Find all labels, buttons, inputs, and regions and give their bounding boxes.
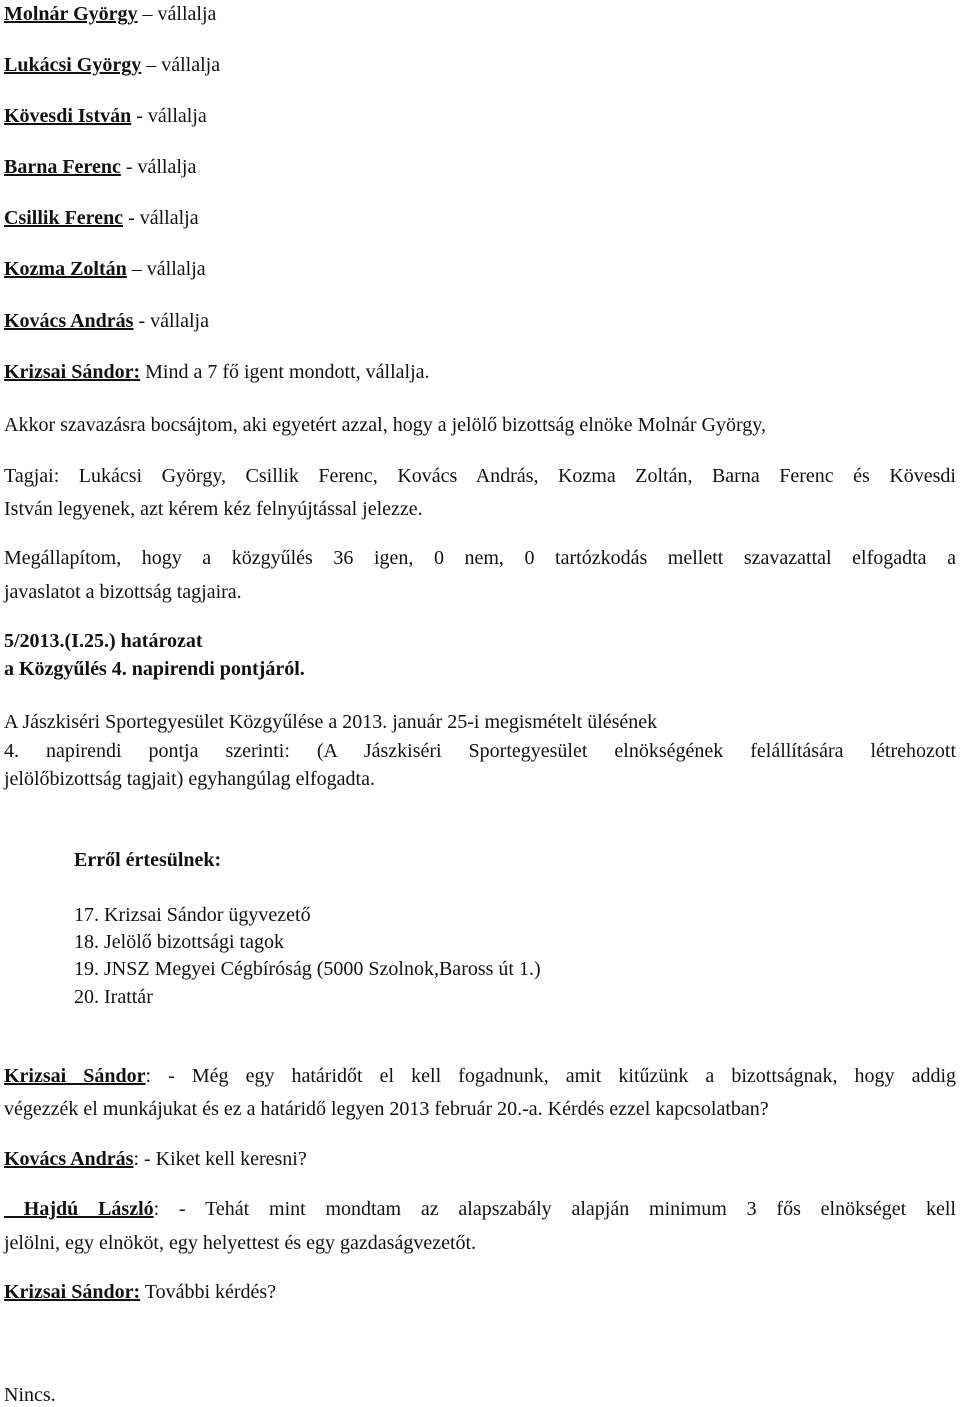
vote-line-kozma [4, 257, 956, 281]
speaker-name: Kozma Zoltán [4, 258, 127, 280]
speaker-name: Barna Ferenc [4, 156, 121, 178]
vote-text: – vállalja [126, 258, 206, 280]
recipient-item: 20. Irattár [74, 986, 153, 1008]
vote-text: - vállalja [120, 156, 197, 178]
resolution-body-line-2: 4. napirendi pontja szerinti: (A Jászkiséri Sportegyesület elnökségének felállítására létrehozott [4, 740, 956, 762]
speaker-name: Krizsai Sándor: [4, 361, 141, 383]
statement-text: : - Még egy határidőt el kell fogadnunk, amit kitűzünk a bizottságnak, hogy addig [145, 1065, 957, 1087]
speaker-name: Kovács András [4, 310, 134, 332]
result-line-1: Megállapítom, hogy a közgyűlés 36 igen, 0 nem, 0 tartózkodás mellett szavazattal elfogadta a [4, 547, 956, 569]
krizsai-statement-2-line-1 [4, 1064, 956, 1088]
vote-line-lukacsi [4, 53, 956, 77]
vote-text: – vállalja [137, 3, 217, 25]
krizsai-statement-3 [4, 1280, 956, 1304]
resolution-body-line-3: jelölőbizottság tagjait) egyhangúlag elfogadta. [4, 768, 375, 790]
resolution-title: 5/2013.(I.25.) határozat [4, 630, 203, 652]
recipient-item: 19. JNSZ Megyei Cégbíróság (5000 Szolnok,Baross út 1.) [74, 958, 541, 980]
result-line-2: javaslatot a bizottság tagjaira. [4, 581, 242, 603]
statement-text: További kérdés? [140, 1281, 277, 1303]
statement-text: : - Kiket kell keresni? [133, 1148, 307, 1170]
vote-call-line-2: Tagjai: Lukácsi György, Csillik Ferenc, Kovács András, Kozma Zoltán, Barna Ferenc és Kövesdi [4, 465, 956, 487]
vote-text: – vállalja [141, 54, 221, 76]
resolution-body-line-1: A Jászkiséri Sportegyesület Közgyűlése a 2013. január 25-i megismételt ülésének [4, 711, 658, 733]
krizsai-statement-1 [4, 360, 956, 384]
vote-line-csillik [4, 206, 956, 230]
vote-line-kovacs [4, 309, 956, 333]
kovacs-question [4, 1147, 956, 1171]
speaker-name: Kovács András [4, 1148, 134, 1170]
speaker-name: Kövesdi István [4, 105, 132, 127]
speaker-name: Krizsai Sándor: [4, 1281, 141, 1303]
statement-text: : - Tehát mint mondtam az alapszabály alapján minimum 3 fős elnökséget kell [153, 1198, 956, 1220]
vote-line-molnar [4, 2, 956, 26]
recipient-item: 17. Krizsai Sándor ügyvezető [74, 904, 311, 926]
vote-text: - vállalja [133, 310, 209, 332]
notify-heading: Erről értesülnek: [74, 849, 222, 871]
vote-call-line-1: Akkor szavazásra bocsájtom, aki egyetért azzal, hogy a jelölő bizottság elnöke Molnár György, [4, 414, 766, 436]
krizsai-statement-2-line-2: végezzék el munkájukat és ez a határidő legyen 2013 február 20.-a. Kérdés ezzel kapcsolatban? [4, 1098, 769, 1120]
closing-answer: Nincs. [4, 1384, 56, 1406]
speaker-name: Lukácsi György [4, 54, 142, 76]
hajdu-statement-line-2: jelölni, egy elnököt, egy helyettest és egy gazdaságvezetőt. [4, 1232, 477, 1254]
vote-line-kovesdi [4, 104, 956, 128]
vote-line-barna [4, 155, 956, 179]
hajdu-statement-line-1 [4, 1197, 956, 1221]
resolution-subtitle: a Közgyűlés 4. napirendi pontjáról. [4, 658, 305, 680]
statement-text: Mind a 7 fő igent mondott, vállalja. [140, 361, 430, 383]
speaker-name: Hajdú László [4, 1198, 154, 1220]
speaker-name: Molnár György [4, 3, 138, 25]
vote-text: - vállalja [123, 207, 199, 229]
vote-call-line-3: István legyenek, azt kérem kéz felnyújtással jelezze. [4, 498, 423, 520]
recipient-item: 18. Jelölő bizottsági tagok [74, 931, 284, 953]
vote-text: - vállalja [131, 105, 207, 127]
speaker-name: Csillik Ferenc [4, 207, 124, 229]
speaker-name: Krizsai Sándor [4, 1065, 146, 1087]
